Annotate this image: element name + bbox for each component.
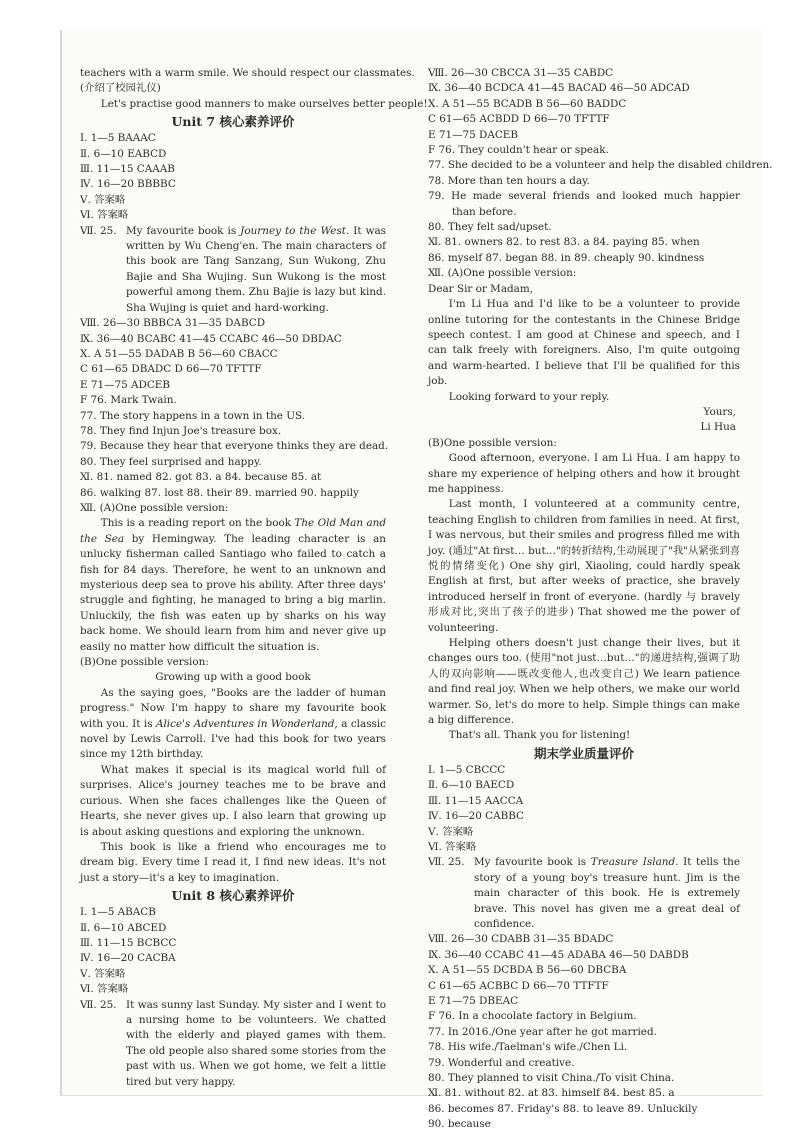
letter-paragraph: I'm Li Hua and I'd like to be a volunteer to provide online tutoring for the contestants in the Chinese Bridge speech contest. I am good at Chinese and speech, and I can talk freely with foreigners. Also, I'm quite outgoing and warm-hearted. I believe that I'll be qualified for this job. xyxy=(428,298,740,388)
answer-line: 79. He made several friends and looked much happier than before. xyxy=(428,190,740,218)
answer-line: E 71—75 ADCEB xyxy=(80,378,171,391)
answer-line: 78. They find Injun Joe's treasure box. xyxy=(80,424,282,437)
question-label: Ⅶ. 25. xyxy=(80,224,117,237)
answer-line: Ⅲ. 11—15 AACCA xyxy=(428,794,524,807)
answer-line: F 76. In a chocolate factory in Belgium. xyxy=(428,1010,637,1023)
answer-line: Ⅹ. A 51—55 BCADB B 56—60 BADDC xyxy=(428,97,627,110)
answer-line: 78. More than ten hours a day. xyxy=(428,174,590,187)
book-title: The Old Man and the Sea xyxy=(80,517,386,545)
answer-line: Ⅵ. 答案略 xyxy=(80,983,129,996)
answer-line: Ⅷ. 26—30 BBBCA 31—35 DABCD xyxy=(80,317,266,330)
answer-line: E 71—75 DBEAC xyxy=(428,994,519,1007)
book-title: Alice's Adventures in Wonderland xyxy=(155,717,335,730)
letter-signature: Li Hua xyxy=(700,421,736,434)
unit7-title: Unit 7 核心素养评价 xyxy=(171,114,295,130)
speech-paragraph: Last month, I volunteered at a community centre, teaching English to children from families in need. At first, I was nervous, but their smiles and progress filled me with joy. (通过"At first… but…"的转折结构,生动展现了"我"从紧张到喜悦的情绪变化) One shy girl, Xiaoling, could hardly speak English at first, but after weeks of practice, she bravely introduced herself in front of everyone. (hardly 与 bravely 形成对比,突出了孩子的进步) That showed me the power of volunteering. xyxy=(428,498,740,634)
answer-line: 86. walking 87. lost 88. their 89. married 90. happily xyxy=(80,486,359,499)
speech-paragraph: Helping others doesn't just change their lives, but it changes ours too. (使用"not just…but…"的递进结构,强调了助人的双向影响——既改变他人,也改变自己) We learn patience and find real joy. When we help others, we make our world warmer. So, let's do more to help. Simple things can make a big difference. xyxy=(428,637,740,727)
speech-paragraph: Good afternoon, everyone. I am Li Hua. I am happy to share my experience of helping others and how it brought me happiness. xyxy=(428,452,740,495)
book-title: Journey to the West xyxy=(240,224,346,237)
answer-line: Ⅳ. 16—20 CABBC xyxy=(428,810,524,823)
letter-greeting: Dear Sir or Madam, xyxy=(428,282,534,295)
intro-line: Let's practise good manners to make ourselves better people! xyxy=(100,97,428,110)
answer-line: 79. Wonderful and creative. xyxy=(428,1056,575,1069)
answer-line: E 71—75 DACEB xyxy=(428,128,519,141)
answer-line: Ⅱ. 6—10 ABCED xyxy=(80,921,167,934)
answer-line: 80. They feel surprised and happy. xyxy=(80,455,262,468)
answer-line: Ⅲ. 11—15 CAAAB xyxy=(80,163,175,176)
intro-line: teachers with a warm smile. We should respect our classmates. xyxy=(80,67,415,79)
answer-line: Ⅺ. 81. without 82. at 83. himself 84. best 85. a xyxy=(428,1087,675,1100)
essay-paragraph: This book is like a friend who encourages me to dream big. Every time I read it, I find new ideas. It's not just a story—it's a key to imagination. xyxy=(80,840,386,884)
answer-line: Ⅹ. A 51—55 DADAB B 56—60 CBACC xyxy=(80,347,278,360)
answer-line: 77. She decided to be a volunteer and help the disabled children. xyxy=(428,159,773,172)
answer-line: Ⅴ. 答案略 xyxy=(80,967,126,980)
essay-paragraph: As the saying goes, "Books are the ladder of human progress." Now I'm happy to share my favourite book with you. It is Alice's Adventures in Wonderland, a classic novel by Lewis Carroll. I've had this book for two years since my 12th birthday. xyxy=(80,686,387,761)
letter-closing: Yours, xyxy=(703,405,736,418)
answer-line: Ⅺ. 81. named 82. got 83. a 84. because 85. at xyxy=(80,471,322,484)
version-label: (B)One possible version: xyxy=(428,436,557,449)
answer-line: Ⅰ. 1—5 BAAAC xyxy=(80,132,156,145)
answer-line: 78. His wife./Taelman's wife./Chen Li. xyxy=(428,1041,628,1054)
letter-paragraph: Looking forward to your reply. xyxy=(448,390,610,403)
answer-line: C 61—65 ACBBC D 66—70 TTFTF xyxy=(428,979,609,992)
version-label: Ⅻ. (A)One possible version: xyxy=(80,501,229,514)
answer-line: 79. Because they hear that everyone thinks they are dead. xyxy=(80,440,389,453)
answer-line: Ⅷ. 26—30 CDABB 31—35 BDADC xyxy=(428,933,614,946)
answer-line: Ⅱ. 6—10 EABCD xyxy=(80,147,167,160)
unit8-title: Unit 8 核心素养评价 xyxy=(171,888,295,904)
essay-paragraph: This is a reading report on the book The Old Man and the Sea by Hemingway. The leading character is an unlucky fisherman called Santiago who failed to catch a fish for 84 days. Therefore, he went to an unknown and mysterious deep sea to prove his ability. After three days' struggle and fighting, he managed to bring a big marlin. Unluckily, the fish was eaten up by sharks on his way back home. We should learn from him and never give up easily no matter how difficult the situation is. xyxy=(80,517,386,653)
answer-line: 86. becomes 87. Friday's 88. to leave 89. Unluckily xyxy=(428,1102,698,1115)
essay-paragraph: What makes it special is its magical world full of surprises. Alice's journey teaches me to be brave and curious. When she faces challenges like the Queen of Hearts, she never gives up. I also learn that growing up is about asking questions and exploring the unknown. xyxy=(80,763,386,838)
question-label: Ⅶ. 25. xyxy=(428,856,465,869)
answer-line: Ⅰ. 1—5 CBCCC xyxy=(428,763,506,776)
answer-line: 80. They felt sad/upset. xyxy=(428,221,552,234)
answer-line: F 76. Mark Twain. xyxy=(80,394,177,407)
answer-line: Ⅷ. 26—30 CBCCA 31—35 CABDC xyxy=(428,67,614,79)
question-label: Ⅶ. 25. xyxy=(80,998,117,1011)
answer-line: 77. In 2016./One year after he got married. xyxy=(428,1025,657,1038)
left-column xyxy=(80,66,428,1090)
answer-line: 77. The story happens in a town in the US. xyxy=(80,409,306,422)
answer-line: Ⅴ. 答案略 xyxy=(80,193,126,206)
essay-title: Growing up with a good book xyxy=(155,671,311,684)
final-exam-title: 期末学业质量评价 xyxy=(533,745,634,761)
writing-answer: Ⅶ. 25. My favourite book is Journey to the West. It was written by Wu Cheng'en. The main characters of this book are Tang Sanzang, Sun Wukong, Zhu Bajie and Sha Wujing. Sun Wukong is the most powerful among them. Zhu Bajie is lazy but kind. Sha Wujing is quiet and hard-working. xyxy=(80,224,386,314)
right-column xyxy=(428,66,773,1133)
answer-line: Ⅸ. 36—40 CCABC 41—45 ADABA 46—50 DABDB xyxy=(428,948,689,961)
version-label: Ⅻ. (A)One possible version: xyxy=(428,267,577,280)
answer-line: Ⅳ. 16—20 CACBA xyxy=(80,952,176,965)
answer-line: Ⅸ. 36—40 BCDCA 41—45 BACAD 46—50 ADCAD xyxy=(428,82,690,95)
answer-line: Ⅵ. 答案略 xyxy=(80,209,129,222)
answer-line: Ⅴ. 答案略 xyxy=(428,825,474,838)
answer-line: C 61—65 ACBDD D 66—70 TFTTF xyxy=(428,113,610,126)
speech-paragraph: That's all. Thank you for listening! xyxy=(448,729,631,742)
answer-line: 86. myself 87. began 88. in 89. cheaply 90. kindness xyxy=(428,251,705,264)
writing-answer: Ⅶ. 25. It was sunny last Sunday. My sister and I went to a nursing home to be volunteers. We chatted with the elderly and played games with them. The old people also shared some stories from the past with us. When we got home, we felt a little tired but very happy. xyxy=(80,998,386,1088)
answer-line: Ⅲ. 11—15 BCBCC xyxy=(80,936,177,949)
answer-line: 80. They planned to visit China./To visit China. xyxy=(428,1072,675,1084)
version-label: (B)One possible version: xyxy=(80,656,209,669)
intro-note: (介绍了校园礼仪) xyxy=(80,82,161,95)
answer-line: C 61—65 DBADC D 66—70 TFTTF xyxy=(80,363,262,376)
answer-line: Ⅹ. A 51—55 DCBDA B 56—60 DBCBA xyxy=(428,964,627,977)
answer-line: Ⅺ. 81. owners 82. to rest 83. a 84. paying 85. when xyxy=(428,236,700,249)
writing-answer: Ⅶ. 25. My favourite book is Treasure Island. It tells the story of a young boy's treasure hunt. Jim is the main character of this book. He is extremely brave. This novel has given me a great deal of confidence. xyxy=(428,856,741,930)
answer-line: Ⅸ. 36—40 BCABC 41—45 CCABC 46—50 DBDAC xyxy=(80,332,342,345)
answer-line: Ⅰ. 1—5 ABACB xyxy=(80,906,156,919)
answer-line: 90. because xyxy=(428,1118,491,1131)
book-title: Treasure Island xyxy=(590,856,676,869)
answer-line: F 76. They couldn't hear or speak. xyxy=(428,144,609,157)
answer-line: Ⅳ. 16—20 BBBBC xyxy=(80,178,176,191)
answer-line: Ⅵ. 答案略 xyxy=(428,840,477,853)
answer-line: Ⅱ. 6—10 BAECD xyxy=(428,779,515,792)
